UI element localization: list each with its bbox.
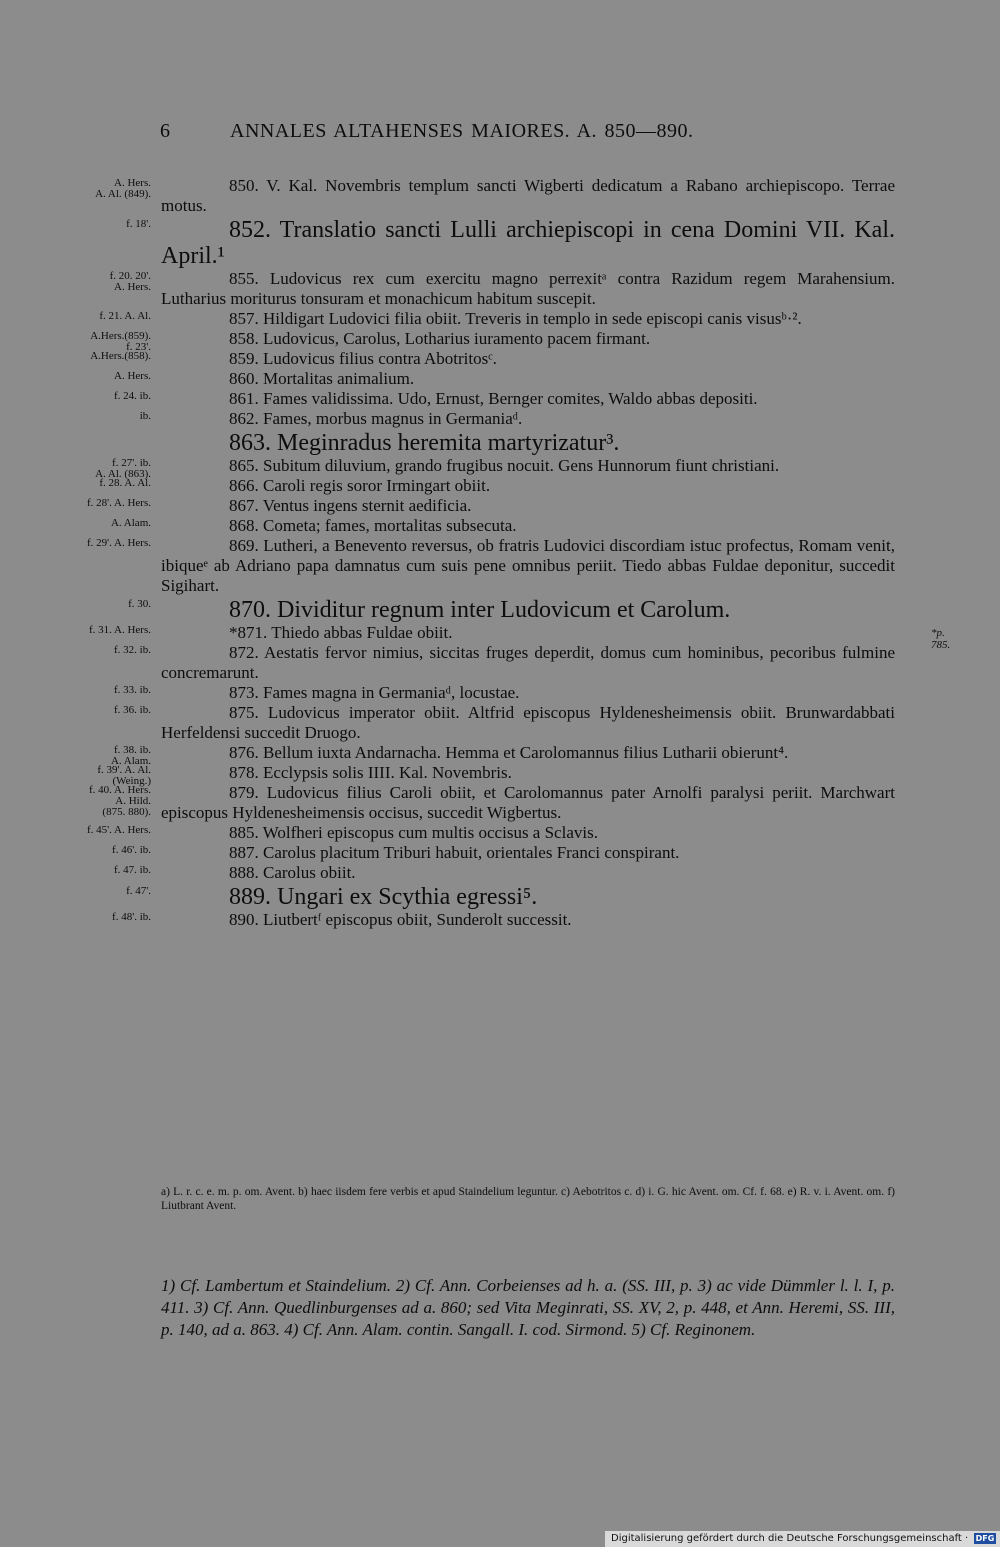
entry-text: 850. V. Kal. Novembris templum sancti Wigberti dedicatum a Rabano archiepiscopo. Terrae motus. xyxy=(161,176,895,215)
source-sigla: ib. xyxy=(139,410,151,422)
dfg-logo-icon: DFG xyxy=(975,1534,995,1543)
annal-entry xyxy=(95,456,895,480)
entry-text: 865. Subitum diluvium, grando frugibus nocuit. Gens Hunnorum fiunt christiani. xyxy=(229,456,780,475)
source-sigla: A. Hers. A. Al. (849). xyxy=(95,177,151,200)
source-sigla: f. 33. ib. xyxy=(114,684,151,696)
annal-entry xyxy=(95,176,895,216)
dfg-footer xyxy=(605,1531,1000,1547)
entry-text: 857. Hildigart Ludovici filia obiit. Treveris in templo in sede episcopi canis visusᵇ·². xyxy=(229,309,802,328)
annal-entry xyxy=(86,823,895,843)
entry-text: 855. Ludovicus rex cum exercitu magno perrexitᵃ contra Razidum regem Marahensium. Lutharius moriturus tonsuram et monachicum habitum suscepit. xyxy=(161,269,895,308)
annal-entry xyxy=(128,597,895,623)
annal-entries xyxy=(0,176,1000,930)
annal-entry xyxy=(88,783,895,823)
running-head xyxy=(160,120,895,146)
source-sigla: f. 48'. ib. xyxy=(112,911,151,923)
entry-text: 889. Ungari ex Scythia egressi⁵. xyxy=(229,884,538,910)
source-sigla: f. 18'. xyxy=(126,218,151,230)
annal-entry xyxy=(110,743,895,767)
entry-text: *871. Thiedo abbas Fuldae obiit. xyxy=(229,623,453,642)
entry-text: 872. Aestatis fervor nimius, siccitas fruges deperdit, domus cum hominibus, pecoribus fulmine concremarunt. xyxy=(161,643,895,682)
annal-entry xyxy=(86,536,895,596)
entry-text: 869. Lutheri, a Benevento reversus, ob fratris Ludovici discordiam istuc profectus, Romam venit, ibiqueᵉ ab Adriano papa damnatus cum suis pene omnibus periit. Tiedo abbas Fuldae deponitur, succedit Sigihart. xyxy=(161,536,895,595)
running-title: ANNALES ALTAHENSES MAIORES. A. 850—890. xyxy=(230,120,694,142)
annal-entry xyxy=(114,863,895,883)
annal-entry xyxy=(126,884,895,910)
annal-entry xyxy=(112,843,895,863)
source-sigla: f. 46'. ib. xyxy=(112,844,151,856)
source-sigla: f. 24. ib. xyxy=(114,390,151,402)
source-sigla: f. 40. A. Hers. A. Hild. (875. 880). xyxy=(88,784,151,818)
page-reference-mark: *p. 785. xyxy=(931,627,951,651)
annal-entry xyxy=(109,269,895,309)
annal-entry xyxy=(90,349,895,369)
source-sigla: A. Alam. xyxy=(110,517,151,529)
entry-text: 888. Carolus obiit. xyxy=(229,863,356,882)
source-sigla: f. 36. ib. xyxy=(114,704,151,716)
annal-entry xyxy=(139,409,895,429)
entry-text: 859. Ludovicus filius contra Abotritosᶜ. xyxy=(229,349,497,368)
annal-entry xyxy=(112,910,895,930)
source-sigla: f. 29'. A. Hers. xyxy=(86,537,151,549)
annal-entry xyxy=(86,496,895,516)
entry-text: 860. Mortalitas animalium. xyxy=(229,369,415,388)
entry-text: 866. Caroli regis soror Irmingart obiit. xyxy=(229,476,491,495)
annal-entry xyxy=(90,329,895,353)
footnotes: 1) Cf. Lambertum et Staindelium. 2) Cf. Ann. Corbeienses ad h. a. (SS. III, p. 3) ac vide Dümmler l. l. I, p. 411. 3) Cf. Ann. Quedlinburgenses ad a. 860; sed Vita Meginrati, SS. XV, 2, p. 448, et Ann. Heremi, SS. III, p. 140, ad a. 863. 4) Cf. Ann. Alam. contin. Sangall. I. cod. Sirmond. 5) Cf. Reginonem. xyxy=(161,1276,895,1339)
entry-text: 863. Meginradus heremita martyrizatur³. xyxy=(229,430,620,456)
entry-text: 875. Ludovicus imperator obiit. Altfrid episcopus Hyldenesheimensis obiit. Brunwardabbati Herfeldensi succedit Druogo. xyxy=(161,703,895,742)
source-sigla: f. 45'. A. Hers. xyxy=(86,824,151,836)
annal-entry xyxy=(99,309,895,329)
source-sigla: A. Hers. xyxy=(114,370,151,382)
annal-entry xyxy=(114,683,895,703)
source-sigla: A.Hers.(858). xyxy=(90,350,151,362)
source-sigla: f. 38. ib. A. Alam. xyxy=(110,744,151,767)
entry-text: 879. Ludovicus filius Caroli obiit, et Carolomannus pater Arnolfi paralysi periit. Marchwart episcopus Hyldenesheimensis occisus, succedit Wigbertus. xyxy=(161,783,895,822)
entry-text: 862. Fames, morbus magnus in Germaniaᵈ. xyxy=(229,409,523,428)
annal-entry xyxy=(114,643,895,683)
source-sigla: f. 30. xyxy=(128,598,151,610)
textual-variants: a) L. r. c. e. m. p. om. Avent. b) haec iisdem fere verbis et apud Staindelium leguntur. c) Aebotritos c. d) i. G. hic Avent. om. Cf. f. 68. e) R. v. i. Avent. om. f) Liutbrant Avent. xyxy=(161,1186,895,1212)
annal-entry xyxy=(126,217,895,269)
page-number: 6 xyxy=(160,120,171,142)
source-sigla: f. 28. A. Al. xyxy=(99,477,151,489)
source-sigla: f. 31. A. Hers. xyxy=(88,624,151,636)
annal-entry xyxy=(114,703,895,743)
source-sigla: f. 47'. xyxy=(126,885,151,897)
source-sigla: f. 32. ib. xyxy=(114,644,151,656)
entry-text: 876. Bellum iuxta Andarnacha. Hemma et Carolomannus filius Lutharii obierunt⁴. xyxy=(229,743,789,762)
source-sigla: f. 21. A. Al. xyxy=(99,310,151,322)
entry-text: 887. Carolus placitum Triburi habuit, orientales Franci conspirant. xyxy=(229,843,680,862)
entry-text: 870. Dividitur regnum inter Ludovicum et Carolum. xyxy=(229,597,731,623)
entry-text: 868. Cometa; fames, mortalitas subsecuta. xyxy=(229,516,517,535)
annal-entry xyxy=(110,516,895,536)
entry-text: 878. Ecclypsis solis IIII. Kal. Novembris. xyxy=(229,763,512,782)
entry-text: 852. Translatio sancti Lulli archiepiscopi in cena Domini VII. Kal. April.¹ xyxy=(161,217,895,269)
source-sigla: f. 27'. ib. A. Al. (863). xyxy=(95,457,151,480)
entry-text: 890. Liutbertᶠ episcopus obiit, Sunderolt successit. xyxy=(229,910,572,929)
entry-text: 858. Ludovicus, Carolus, Lotharius iuramento pacem firmant. xyxy=(229,329,651,348)
footer-text: Digitalisierung gefördert durch die Deutsche Forschungsgemeinschaft · xyxy=(611,1533,969,1544)
source-sigla: f. 47. ib. xyxy=(114,864,151,876)
entry-text: 861. Fames validissima. Udo, Ernust, Bernger comites, Waldo abbas depositi. xyxy=(229,389,758,408)
annal-entry xyxy=(99,476,895,496)
source-sigla: f. 20. 20'. A. Hers. xyxy=(109,270,151,293)
annal-entry xyxy=(114,389,895,409)
entry-text: 885. Wolfheri episcopus cum multis occisus a Sclavis. xyxy=(229,823,598,842)
annal-entry xyxy=(97,763,895,787)
source-sigla: A.Hers.(859). f. 23'. xyxy=(90,330,151,353)
annal-entry xyxy=(161,430,895,456)
source-sigla: f. 39'. A. Al. (Weing.) xyxy=(97,764,151,787)
entry-text: 873. Fames magna in Germaniaᵈ, locustae. xyxy=(229,683,520,702)
annal-entry xyxy=(114,369,895,389)
entry-text: 867. Ventus ingens sternit aedificia. xyxy=(229,496,472,515)
source-sigla: f. 28'. A. Hers. xyxy=(86,497,151,509)
